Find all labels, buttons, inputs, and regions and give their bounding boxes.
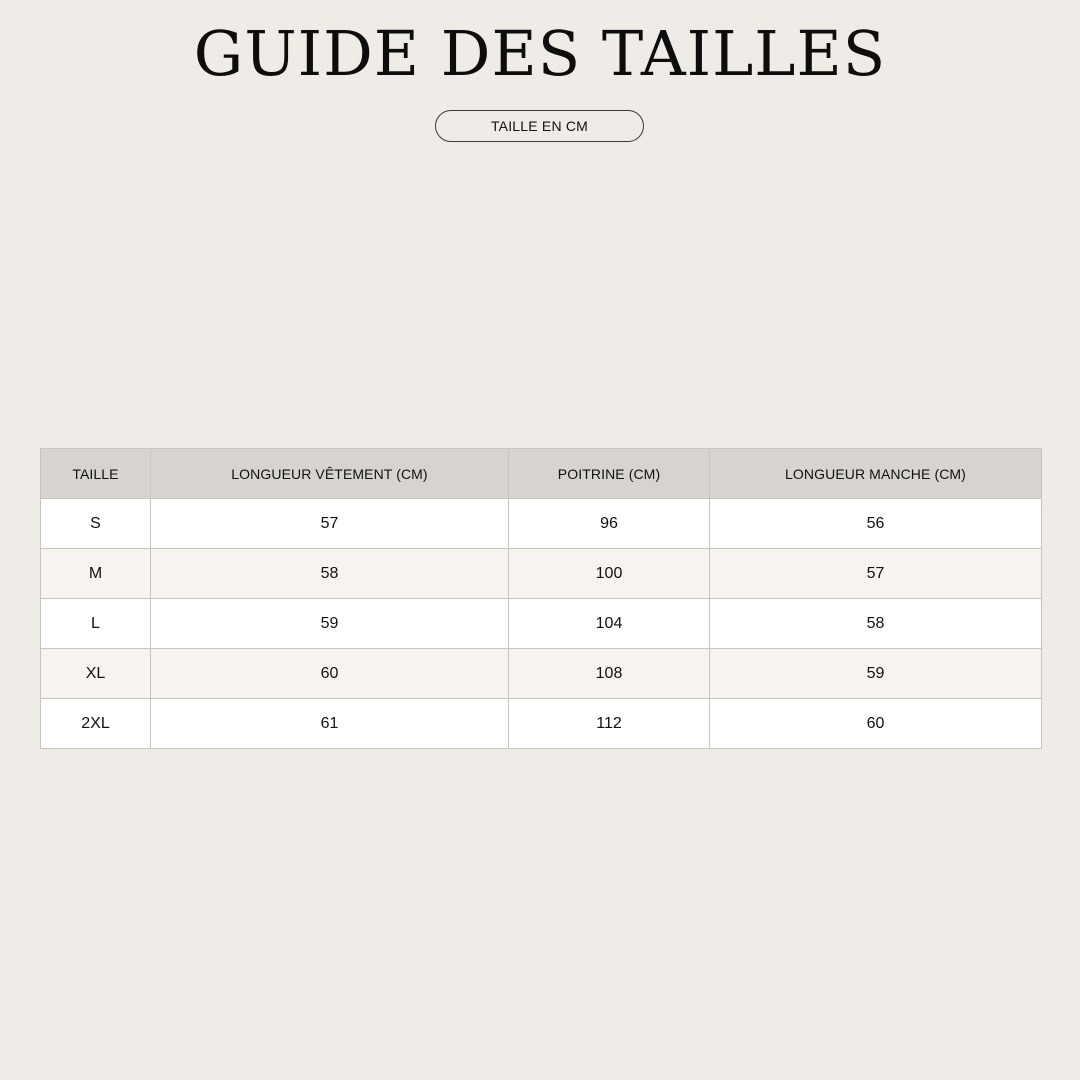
header-chest: POITRINE (CM) <box>509 449 710 499</box>
cell-size: S <box>41 499 151 549</box>
unit-badge: TAILLE EN CM <box>435 110 644 142</box>
cell-sleeve-length: 58 <box>710 599 1042 649</box>
header-sleeve-length: LONGUEUR MANCHE (CM) <box>710 449 1042 499</box>
header-garment-length: LONGUEUR VÊTEMENT (CM) <box>151 449 509 499</box>
cell-sleeve-length: 60 <box>710 699 1042 749</box>
cell-garment-length: 58 <box>151 549 509 599</box>
cell-garment-length: 60 <box>151 649 509 699</box>
cell-chest: 112 <box>509 699 710 749</box>
cell-size: 2XL <box>41 699 151 749</box>
table-row <box>41 499 1042 549</box>
size-table <box>40 448 1042 749</box>
page-title: GUIDE DES TAILLES <box>193 17 887 90</box>
cell-garment-length: 61 <box>151 699 509 749</box>
cell-sleeve-length: 57 <box>710 549 1042 599</box>
table-row <box>41 549 1042 599</box>
table-row <box>41 649 1042 699</box>
cell-size: XL <box>41 649 151 699</box>
cell-sleeve-length: 59 <box>710 649 1042 699</box>
table-header-row <box>41 449 1042 499</box>
cell-chest: 96 <box>509 499 710 549</box>
cell-size: M <box>41 549 151 599</box>
table-row <box>41 699 1042 749</box>
header-size: TAILLE <box>41 449 151 499</box>
cell-garment-length: 57 <box>151 499 509 549</box>
cell-chest: 104 <box>509 599 710 649</box>
cell-size: L <box>41 599 151 649</box>
cell-garment-length: 59 <box>151 599 509 649</box>
cell-chest: 100 <box>509 549 710 599</box>
cell-sleeve-length: 56 <box>710 499 1042 549</box>
table-row <box>41 599 1042 649</box>
cell-chest: 108 <box>509 649 710 699</box>
